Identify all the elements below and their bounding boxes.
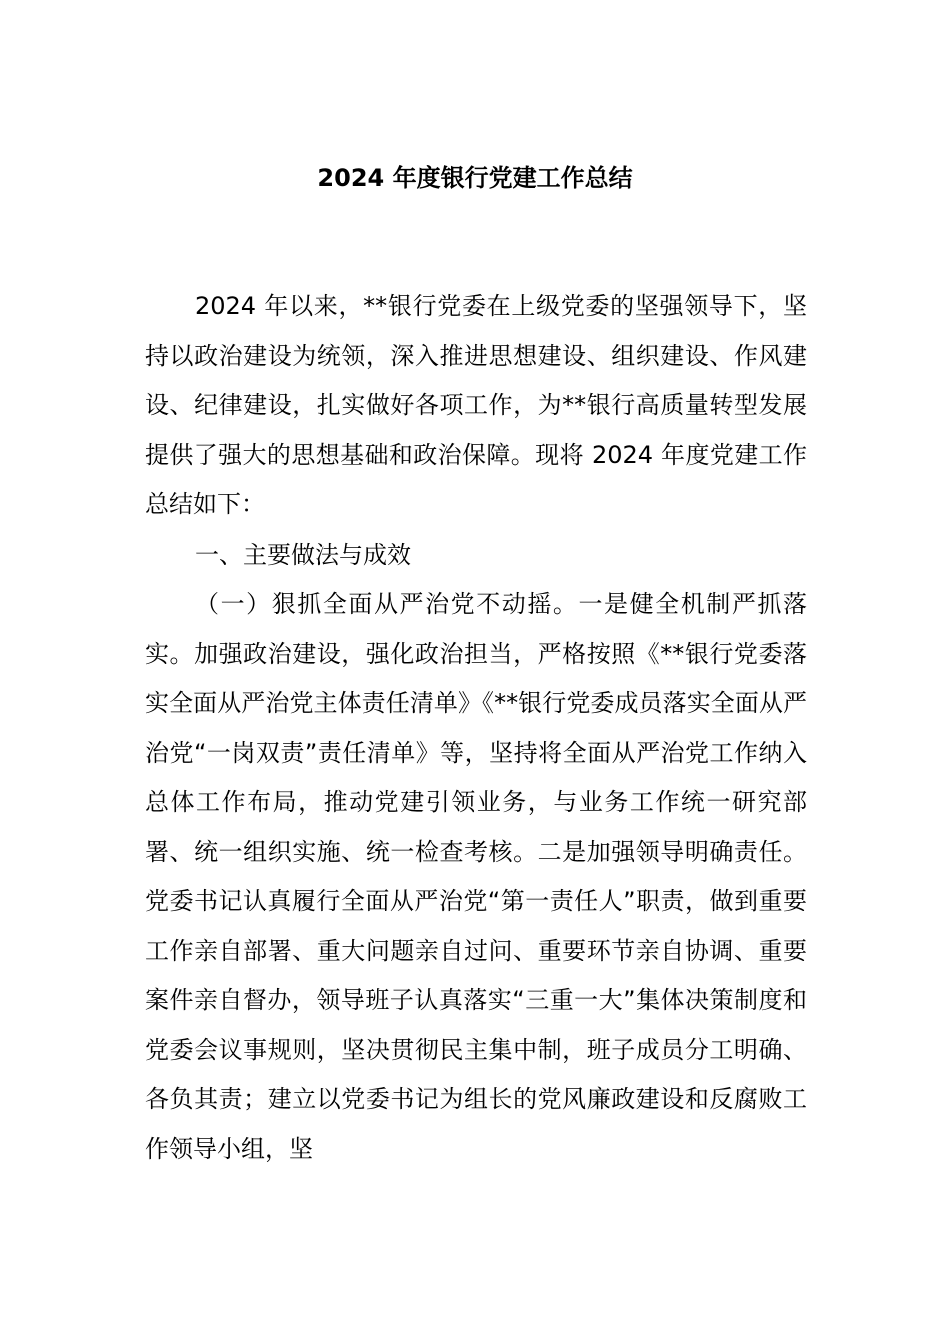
document-title: 2024 年度银行党建工作总结 xyxy=(317,164,633,192)
subsection-paragraph: （一）狠抓全面从严治党不动摇。一是健全机制严抓落实。加强政治建设，强化政治担当，严格按照《**银行党委落实全面从严治党主体责任清单》《**银行党委成员落实全面从严治党“一岗双责”责任清单》等，坚持将全面从严治党工作纳入总体工作布局，推动党建引领业务，与业务工作统一研究部署、统一组织实施、统一检查考核。二是加强领导明确责任。党委书记认真履行全面从严治党“第一责任人”职责，做到重要工作亲自部署、重大问题亲自过问、重要环节亲自协调、重要案件亲自督办，领导班子认真落实“三重一大”集体决策制度和党委会议事规则，坚决贯彻民主集中制，班子成员分工明确、各负其责；建立以党委书记为组长的党风廉政建设和反腐败工作领导小组，坚 xyxy=(145,590,807,1163)
section-heading: 一、主要做法与成效 xyxy=(195,541,411,569)
intro-paragraph: 2024 年以来，**银行党委在上级党委的坚强领导下，坚持以政治建设为统领，深入推进思想建设、组织建设、作风建设、纪律建设，扎实做好各项工作，为**银行高质量转型发展提供了强大的思想基础和政治保障。现将 2024 年度党建工作总结如下： xyxy=(145,292,807,518)
